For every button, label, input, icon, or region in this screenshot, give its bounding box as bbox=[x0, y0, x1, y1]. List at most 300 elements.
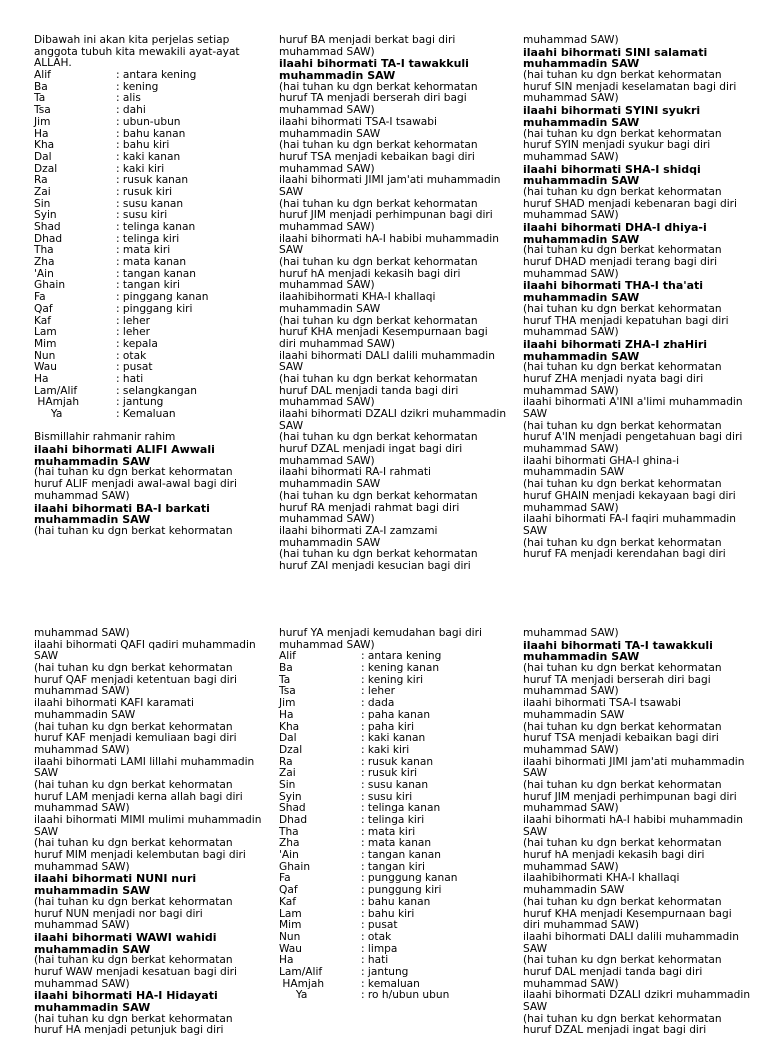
text-line: huruf ZAI menjadi kesucian bagi diri bbox=[279, 559, 471, 572]
text-line: SAW bbox=[523, 767, 548, 780]
text-line: (hai tuhan ku dgn berkat kehormatan bbox=[34, 662, 233, 675]
letter-name: Ha bbox=[279, 954, 294, 967]
text-line: (hai tuhan ku dgn berkat kehormatan bbox=[279, 314, 478, 327]
body-part: : selangkangan bbox=[116, 384, 197, 397]
body-part: : tangan kanan bbox=[116, 267, 196, 280]
text-line: SAW bbox=[523, 408, 548, 420]
body-part: : dada bbox=[361, 697, 395, 710]
letter-name: Shad bbox=[279, 802, 306, 815]
letter-row bbox=[34, 257, 240, 269]
text-line: huruf ZHA menjadi nyata bagi diri bbox=[523, 372, 704, 385]
letter-name: 'Ain bbox=[34, 267, 54, 280]
letter-name: Shad bbox=[34, 221, 61, 233]
letter-name: Alif bbox=[279, 650, 296, 663]
letter-name: Ha bbox=[34, 127, 49, 140]
letter-name: Jim bbox=[279, 697, 296, 710]
letter-row bbox=[34, 187, 240, 199]
text-line: muhammad SAW) bbox=[279, 279, 375, 292]
text-line: (hai tuhan ku dgn berkat kehormatan bbox=[34, 837, 233, 850]
letter-name: Ya bbox=[279, 989, 308, 1002]
text-line: (hai tuhan ku dgn berkat kehormatan bbox=[523, 185, 722, 198]
letter-name: Dal bbox=[279, 732, 297, 745]
text-line: (hai tuhan ku dgn berkat kehormatan bbox=[279, 431, 478, 444]
letter-name: Fa bbox=[279, 872, 291, 885]
text-line: muhammad SAW) bbox=[523, 92, 619, 105]
text-line: ilaahi bihormati SINI salamati bbox=[523, 45, 708, 59]
text-line: ilaahi bihormati TSA-I tsawabi bbox=[523, 697, 681, 710]
text-line: (hai tuhan ku dgn berkat kehormatan bbox=[34, 466, 233, 479]
letter-name: Ra bbox=[34, 174, 48, 187]
text-line: ilaahi bihormati BA-I barkati bbox=[34, 501, 210, 515]
text-line: muhammadin SAW bbox=[34, 513, 151, 527]
text-line: ilaahi bihormati ZHA-I zhaHiri bbox=[523, 337, 708, 351]
letter-name: Nun bbox=[279, 930, 301, 943]
text-line: ilaahi bihormati FA-I faqiri muhammadin bbox=[523, 513, 736, 526]
text-line: huruf hA menjadi kekasih bagi diri bbox=[279, 267, 461, 280]
body-part: : bahu kiri bbox=[116, 139, 170, 152]
body-part: : tangan kanan bbox=[361, 849, 441, 862]
text-line: (hai tuhan ku dgn berkat kehormatan bbox=[523, 361, 722, 374]
text-line: ilaahi bihormati DZALI dzikri muhammadin bbox=[279, 408, 507, 420]
body-part: : punggung kiri bbox=[361, 884, 442, 897]
letter-name: Zha bbox=[34, 256, 55, 269]
text-line: ilaahi bihormati TSA-I tsawabi bbox=[279, 115, 437, 128]
text-line: huruf DAL menjadi tanda bagi diri bbox=[523, 965, 703, 978]
text-line: huruf hA menjadi kekasih bagi diri bbox=[523, 849, 705, 862]
body-part: : mata kiri bbox=[116, 244, 171, 257]
text-line: ilaahi bihormati hA-I habibi muhammadin bbox=[523, 814, 743, 826]
text-line: muhammad SAW) bbox=[523, 267, 619, 280]
text-line: muhammad SAW) bbox=[279, 513, 375, 526]
text-line: ilaahi bihormati HA-I Hidayati bbox=[34, 989, 218, 1003]
body-part: : kening bbox=[116, 80, 159, 93]
letter-name: Ghain bbox=[279, 860, 311, 873]
text-line: (hai tuhan ku dgn berkat kehormatan bbox=[523, 837, 722, 850]
letter-row bbox=[279, 967, 482, 979]
text-line: (hai tuhan ku dgn berkat kehormatan bbox=[523, 1012, 722, 1025]
body-part: : bahu kanan bbox=[361, 895, 431, 908]
text-line: muhammadin SAW bbox=[523, 349, 640, 363]
letter-name: Ta bbox=[34, 92, 46, 105]
body-part: : susu kanan bbox=[116, 197, 184, 210]
text-line: (hai tuhan ku dgn berkat kehormatan bbox=[523, 778, 722, 791]
text-line: Dibawah ini akan kita perjelas setiap bbox=[34, 34, 230, 46]
body-part: : rusuk kiri bbox=[116, 185, 173, 198]
body-part: : bahu kanan bbox=[116, 127, 186, 140]
text-line: (hai tuhan ku dgn berkat kehormatan bbox=[279, 489, 478, 502]
text-line: ilaahi bihormati ZA-I zamzami bbox=[279, 524, 438, 537]
text-line: muhammad SAW) bbox=[34, 743, 130, 756]
text-line: ilaahi bihormati DALI dalili muhammadin bbox=[279, 349, 495, 362]
intro-paragraph bbox=[34, 35, 240, 70]
letter-name: Dal bbox=[34, 150, 52, 163]
text-line: muhammad SAW) bbox=[523, 384, 619, 397]
bottom-column-2 bbox=[279, 628, 482, 1002]
letter-name: Wau bbox=[34, 361, 58, 374]
text-line: (hai tuhan ku dgn berkat kehormatan bbox=[34, 895, 233, 908]
text-line: muhammad SAW) bbox=[523, 802, 619, 815]
letter-name: Zai bbox=[34, 185, 51, 198]
letter-name: Ta bbox=[279, 673, 291, 686]
body-part: : punggung kanan bbox=[361, 872, 458, 885]
letter-row bbox=[34, 374, 240, 386]
text-line: SAW bbox=[523, 825, 548, 838]
text-line: ALLAH. bbox=[34, 57, 72, 70]
bottom-column-1 bbox=[34, 628, 261, 1037]
text-line: huruf TSA menjadi kebaikan bagi diri bbox=[523, 732, 719, 745]
letter-name: Ya bbox=[34, 408, 63, 420]
prayer-text bbox=[34, 421, 240, 538]
body-part: : tangan kiri bbox=[116, 279, 180, 292]
text-line: diri muhammad SAW) bbox=[523, 919, 639, 932]
letter-row bbox=[34, 117, 240, 129]
letter-row bbox=[34, 152, 240, 164]
text-line: ilaahi bihormati SHA-I shidqi bbox=[523, 162, 701, 176]
letter-body-table-1 bbox=[34, 70, 240, 421]
text-line: huruf ALIF menjadi awal-awal bagi diri bbox=[34, 478, 237, 491]
body-part: : otak bbox=[116, 349, 147, 362]
letter-name: Dzal bbox=[279, 743, 303, 756]
text-line: huruf KHA menjadi Kesempurnaan bagi bbox=[523, 907, 732, 920]
letter-name: Mim bbox=[279, 919, 302, 932]
letter-name: Lam bbox=[279, 907, 302, 920]
text-line: ilaahi bihormati NUNI nuri bbox=[34, 872, 197, 886]
text-line: huruf THA menjadi kepatuhan bagi diri bbox=[523, 314, 729, 327]
letter-name: Jim bbox=[34, 115, 51, 128]
text-line: muhammad SAW) bbox=[34, 627, 130, 639]
text-line: huruf TA menjadi berserah diri bagi bbox=[523, 673, 711, 686]
text-line: (hai tuhan ku dgn berkat kehormatan bbox=[279, 548, 478, 561]
text-line: muhammad SAW) bbox=[34, 685, 130, 698]
text-line: muhammadin SAW bbox=[523, 291, 640, 305]
text-line: (hai tuhan ku dgn berkat kehormatan bbox=[34, 778, 233, 791]
body-part: : kemaluan bbox=[361, 977, 420, 990]
text-line: muhammad SAW) bbox=[34, 802, 130, 815]
letter-name: Mim bbox=[34, 337, 57, 350]
text-line: huruf KAF menjadi kemuliaan bagi diri bbox=[34, 732, 237, 745]
body-part: : jantung bbox=[361, 965, 409, 978]
text-line: ilaahi bihormati WAWI wahidi bbox=[34, 930, 217, 944]
text-line: (hai tuhan ku dgn berkat kehormatan bbox=[523, 478, 722, 491]
text-line: muhammad SAW) bbox=[523, 977, 619, 990]
body-part: : rusuk kanan bbox=[361, 755, 434, 768]
text-line: muhammad SAW) bbox=[279, 454, 375, 467]
letter-name: Kaf bbox=[34, 314, 51, 327]
text-line: muhammadin SAW bbox=[523, 884, 625, 897]
text-line: huruf WAW menjadi kesatuan bagi diri bbox=[34, 965, 237, 978]
text-line: huruf DZAL menjadi ingat bagi diri bbox=[279, 443, 463, 456]
text-line: (hai tuhan ku dgn berkat kehormatan bbox=[523, 954, 722, 967]
text-line: ilaahibihormati KHA-I khallaqi bbox=[279, 291, 436, 304]
text-line: ilaahi bihormati JIMI jam'ati muhammadin bbox=[523, 755, 745, 768]
text-line: ilaahi bihormati QAFI qadiri muhammadin bbox=[34, 638, 256, 651]
top-column-2 bbox=[279, 35, 506, 573]
text-line: SAW bbox=[34, 650, 59, 663]
text-line: huruf DAL menjadi tanda bagi diri bbox=[279, 384, 459, 397]
letter-name: Ra bbox=[279, 755, 293, 768]
text-line: muhammadin SAW bbox=[523, 466, 625, 479]
body-part: : leher bbox=[116, 326, 150, 339]
body-part: : dahi bbox=[116, 104, 146, 117]
text-line: muhammad SAW) bbox=[523, 443, 619, 456]
letter-name: Tha bbox=[34, 244, 54, 257]
letter-name: Tsa bbox=[279, 685, 296, 698]
body-part: : tangan kiri bbox=[361, 860, 425, 873]
letter-name: Tsa bbox=[34, 104, 51, 117]
letter-name: Kha bbox=[279, 720, 300, 733]
text-line: Bismillahir rahmanir rahim bbox=[34, 431, 176, 444]
body-part: : telinga kanan bbox=[361, 802, 441, 815]
text-line: (hai tuhan ku dgn berkat kehormatan bbox=[279, 139, 478, 152]
text-line: huruf JIM menjadi perhimpunan bagi diri bbox=[523, 790, 737, 803]
body-part: : kaki kiri bbox=[361, 743, 410, 756]
body-part: : paha kiri bbox=[361, 720, 415, 733]
text-line: (hai tuhan ku dgn berkat kehormatan bbox=[523, 662, 722, 675]
text-line: muhammad SAW) bbox=[34, 919, 130, 932]
body-part: : alis bbox=[116, 92, 141, 105]
body-part: : pinggang kanan bbox=[116, 291, 209, 304]
letter-name: HAmjah bbox=[34, 396, 80, 409]
letter-name: Sin bbox=[279, 778, 296, 791]
body-part: : leher bbox=[116, 314, 150, 327]
text-line: (hai tuhan ku dgn berkat kehormatan bbox=[34, 720, 233, 733]
letter-name: Nun bbox=[34, 349, 56, 362]
body-part: : rusuk kanan bbox=[116, 174, 189, 187]
letter-row bbox=[34, 70, 240, 82]
text-line: SAW bbox=[279, 361, 304, 374]
text-line: SAW bbox=[279, 244, 304, 257]
letter-name: Lam bbox=[34, 326, 57, 339]
body-part: : hati bbox=[116, 372, 144, 385]
body-part: : kening kanan bbox=[361, 662, 440, 675]
body-part: : paha kanan bbox=[361, 708, 431, 721]
letter-row bbox=[34, 222, 240, 234]
text-line: muhammad SAW) bbox=[279, 221, 375, 233]
text-line: SAW bbox=[523, 942, 548, 955]
top-column-1 bbox=[34, 35, 240, 538]
bottom-column-3 bbox=[523, 628, 750, 1037]
letter-name: Kaf bbox=[279, 895, 296, 908]
text-line: ilaahi bihormati JIMI jam'ati muhammadin bbox=[279, 174, 501, 187]
text-line: ilaahibihormati KHA-I khallaqi bbox=[523, 872, 680, 885]
body-part: : rusuk kiri bbox=[361, 767, 418, 780]
text-line: huruf YA menjadi kemudahan bagi diri bbox=[279, 627, 482, 639]
letter-row bbox=[279, 745, 482, 757]
text-line: SAW bbox=[523, 524, 548, 537]
text-line: (hai tuhan ku dgn berkat kehormatan bbox=[34, 954, 233, 967]
text-line: muhammad SAW) bbox=[523, 860, 619, 873]
text-line: ilaahi bihormati GHA-I ghina-i bbox=[523, 454, 680, 467]
text-line: muhammad SAW) bbox=[523, 627, 619, 639]
text-line: huruf MIM menjadi kelembutan bagi diri bbox=[34, 849, 246, 862]
body-part: : ro h/ubun ubun bbox=[361, 989, 450, 1002]
letter-row bbox=[279, 780, 482, 792]
text-line: (hai tuhan ku dgn berkat kehormatan bbox=[523, 895, 722, 908]
letter-name: Dzal bbox=[34, 162, 58, 175]
text-line: ilaahi bihormati SYINI syukri bbox=[523, 104, 701, 118]
letter-name: Lam/Alif bbox=[34, 384, 78, 397]
text-line: (hai tuhan ku dgn berkat kehormatan bbox=[34, 1012, 233, 1025]
body-part: : limpa bbox=[361, 942, 398, 955]
text-line: (hai tuhan ku dgn berkat kehormatan bbox=[523, 69, 722, 82]
text-line: SAW bbox=[279, 185, 304, 198]
text-line: huruf TSA menjadi kebaikan bagi diri bbox=[279, 150, 475, 163]
text-line: huruf LAM menjadi kerna allah bagi diri bbox=[34, 790, 243, 803]
text-line: ilaahi bihormati LAMI lillahi muhammadin bbox=[34, 755, 255, 768]
text-line: huruf RA menjadi rahmat bagi diri bbox=[279, 501, 460, 514]
text-line: ilaahi bihormati KAFI karamati bbox=[34, 697, 194, 710]
body-part: : kaki kanan bbox=[361, 732, 426, 745]
text-line: ilaahi bihormati hA-I habibi muhammadin bbox=[279, 232, 499, 245]
text-line: ilaahi bihormati A'INI a'limi muhammadin bbox=[523, 396, 743, 409]
body-part: : kepala bbox=[116, 337, 158, 350]
text-line: muhammadin SAW bbox=[523, 174, 640, 188]
body-part: : Kemaluan bbox=[116, 408, 176, 420]
letter-row bbox=[34, 409, 240, 421]
text-line: muhammad SAW) bbox=[279, 162, 375, 175]
text-line: SAW bbox=[34, 825, 59, 838]
letter-name: Sin bbox=[34, 197, 51, 210]
text-line: muhammad SAW) bbox=[523, 34, 619, 46]
body-part: : kening kiri bbox=[361, 673, 424, 686]
body-part: : pusat bbox=[116, 361, 153, 374]
letter-name: Qaf bbox=[279, 884, 298, 897]
letter-name: Syin bbox=[34, 209, 57, 222]
letter-row bbox=[279, 815, 482, 827]
letter-name: Tha bbox=[279, 825, 299, 838]
letter-name: Zha bbox=[279, 837, 300, 850]
body-part: : pinggang kiri bbox=[116, 302, 193, 315]
text-line: (hai tuhan ku dgn berkat kehormatan bbox=[279, 372, 478, 385]
letter-name: Qaf bbox=[34, 302, 53, 315]
letter-row bbox=[279, 663, 482, 675]
text-line: muhammadin SAW bbox=[523, 650, 640, 664]
letter-name: Dhad bbox=[279, 814, 308, 826]
text-line: anggota tubuh kita mewakili ayat-ayat bbox=[34, 45, 240, 58]
text-line: SAW bbox=[523, 1001, 548, 1013]
letter-row bbox=[279, 710, 482, 722]
body-part: : telinga kanan bbox=[116, 221, 196, 233]
body-part: : jantung bbox=[116, 396, 164, 409]
body-part: : mata kanan bbox=[116, 256, 187, 269]
body-part: : otak bbox=[361, 930, 392, 943]
text-line: huruf SIN menjadi keselamatan bagi diri bbox=[523, 80, 737, 93]
text-line: muhammad SAW) bbox=[523, 685, 619, 698]
text-line: muhammad SAW) bbox=[523, 150, 619, 163]
text-line: ilaahi bihormati RA-I rahmati bbox=[279, 466, 431, 479]
text-line: huruf A'IN menjadi pengetahuan bagi diri bbox=[523, 431, 743, 444]
text-line: muhammad SAW) bbox=[523, 326, 619, 339]
text-line: (hai tuhan ku dgn berkat kehormatan bbox=[279, 256, 478, 269]
top-column-3 bbox=[523, 35, 743, 561]
text-line: muhammadin SAW bbox=[523, 57, 640, 71]
text-line: ilaahi bihormati ALIFI Awwali bbox=[34, 443, 215, 457]
body-part: : susu kiri bbox=[361, 790, 413, 803]
text-line: muhammadin SAW bbox=[279, 127, 381, 140]
text-line: huruf SYIN menjadi syukur bagi diri bbox=[523, 139, 711, 152]
body-part: : hati bbox=[361, 954, 389, 967]
text-line: huruf TA menjadi berserah diri bagi bbox=[279, 92, 467, 105]
text-line: ilaahi bihormati DALI dalili muhammadin bbox=[523, 930, 739, 943]
text-line: (hai tuhan ku dgn berkat kehormatan bbox=[523, 302, 722, 315]
letter-row bbox=[34, 304, 240, 316]
body-part: : ubun-ubun bbox=[116, 115, 181, 128]
text-line: muhammadin SAW bbox=[34, 942, 151, 956]
letter-row bbox=[34, 339, 240, 351]
text-line: muhammadin SAW bbox=[34, 884, 151, 898]
text-line: muhammad SAW) bbox=[523, 743, 619, 756]
letter-name: Ba bbox=[279, 662, 293, 675]
letter-name: Ha bbox=[34, 372, 49, 385]
letter-name: HAmjah bbox=[279, 977, 325, 990]
body-part: : susu kiri bbox=[116, 209, 168, 222]
text-line: diri muhammad SAW) bbox=[279, 337, 395, 350]
text-line: muhammad SAW) bbox=[279, 638, 375, 651]
text-line: huruf BA menjadi berkat bagi diri bbox=[279, 34, 456, 46]
body-part: : pusat bbox=[361, 919, 398, 932]
text-line: huruf DZAL menjadi ingat bagi diri bbox=[523, 1024, 707, 1037]
text-line: huruf JIM menjadi perhimpunan bagi diri bbox=[279, 209, 493, 222]
body-part: : telinga kiri bbox=[361, 814, 425, 826]
text-line: muhammadin SAW bbox=[34, 708, 136, 721]
text-line: muhammad SAW) bbox=[34, 860, 130, 873]
text-line: muhammadin SAW bbox=[279, 478, 381, 491]
body-part: : leher bbox=[361, 685, 395, 698]
text-line: huruf KHA menjadi Kesempurnaan bagi bbox=[279, 326, 488, 339]
text-line: (hai tuhan ku dgn berkat kehormatan bbox=[279, 80, 478, 93]
letter-row bbox=[279, 897, 482, 909]
body-part: : antara kening bbox=[361, 650, 442, 663]
text-line: ilaahi bihormati MIMI mulimi muhammadin bbox=[34, 814, 262, 826]
body-part: : bahu kiri bbox=[361, 907, 415, 920]
letter-name: 'Ain bbox=[279, 849, 299, 862]
text-line: ilaahi bihormati DHA-I dhiya-i bbox=[523, 221, 707, 234]
letter-name: Ba bbox=[34, 80, 48, 93]
text-line: muhammadin SAW bbox=[279, 536, 381, 549]
letter-name: Ha bbox=[279, 708, 294, 721]
text-line: ilaahi bihormati DZALI dzikri muhammadin bbox=[523, 989, 751, 1002]
letter-name: Wau bbox=[279, 942, 303, 955]
letter-name: Kha bbox=[34, 139, 55, 152]
text-line: (hai tuhan ku dgn berkat kehormatan bbox=[279, 197, 478, 210]
text-line: SAW bbox=[279, 419, 304, 432]
text-line: (hai tuhan ku dgn berkat kehormatan bbox=[34, 524, 233, 537]
text-line: muhammad SAW) bbox=[523, 209, 619, 222]
text-line: ilaahi bihormati TA-I tawakkuli bbox=[279, 57, 469, 71]
text-line: huruf NUN menjadi nor bagi diri bbox=[34, 907, 203, 920]
letter-name: Lam/Alif bbox=[279, 965, 323, 978]
text-line: muhammad SAW) bbox=[34, 489, 130, 502]
text-line: ilaahi bihormati TA-I tawakkuli bbox=[523, 638, 713, 652]
text-line: muhammadin SAW bbox=[34, 454, 151, 468]
text-line: muhammadin SAW bbox=[279, 69, 396, 83]
body-part: : kaki kanan bbox=[116, 150, 181, 163]
text-line: muhammadin SAW bbox=[34, 1001, 151, 1014]
text-line: muhammad SAW) bbox=[523, 501, 619, 514]
letter-row bbox=[279, 850, 482, 862]
text-line: muhammad SAW) bbox=[34, 977, 130, 990]
letter-name: Ghain bbox=[34, 279, 66, 292]
text-line: muhammadin SAW bbox=[279, 302, 381, 315]
body-part: : susu kanan bbox=[361, 778, 429, 791]
text-line: muhammad SAW) bbox=[279, 104, 375, 117]
text-line: muhammad SAW) bbox=[279, 45, 375, 58]
letter-row bbox=[279, 990, 482, 1002]
letter-name: Zai bbox=[279, 767, 296, 780]
body-part: : telinga kiri bbox=[116, 232, 180, 245]
text-line: muhammad SAW) bbox=[279, 396, 375, 409]
text-line: (hai tuhan ku dgn berkat kehormatan bbox=[523, 419, 722, 432]
